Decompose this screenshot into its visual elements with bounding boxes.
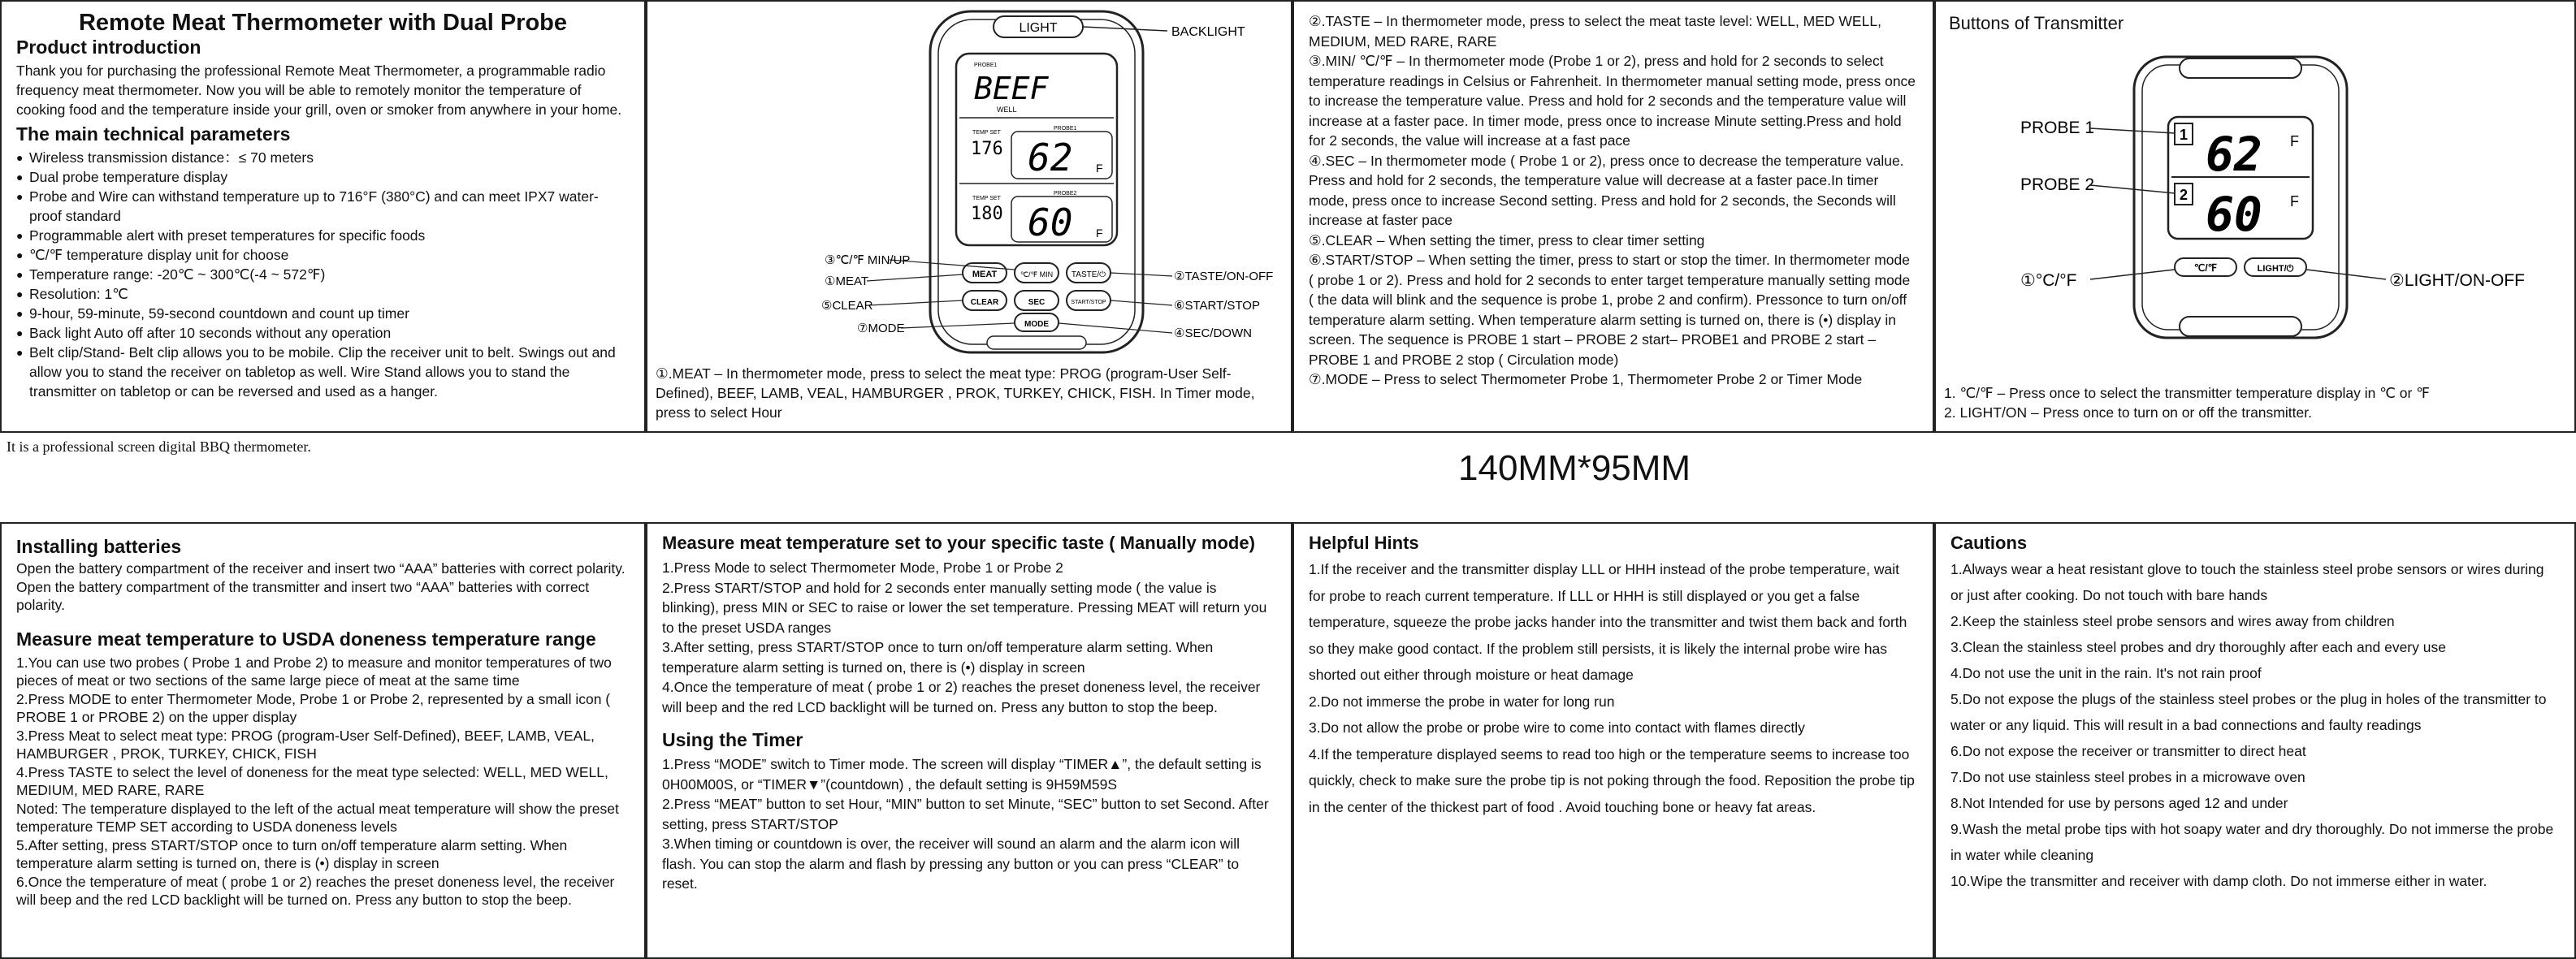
tx-probe2-unit: F: [2290, 193, 2299, 210]
usda-item: 5.After setting, press START/STOP once to turn on/off temperature alarm setting. When temperature alarm setting is turned on, there is (•) display in screen: [16, 836, 568, 871]
usda-heading: Measure meat temperature to USDA doneness temperature range: [16, 628, 596, 650]
buttons-desc-panel: [1292, 0, 1934, 433]
callout-meat: ①MEAT: [825, 274, 869, 288]
tx-probe2-callout: PROBE 2: [2020, 175, 2095, 194]
callout-start: ⑥START/STOP: [1174, 299, 1260, 313]
transmitter-diagram: [1936, 42, 2576, 367]
hint-item: 3.Do not allow the probe or probe wire to come into contact with flames directly: [1309, 719, 1805, 736]
usda-note: Noted: The temperature displayed to the left of the actual meat temperature will show the preset temperature TEMP SET according to USDA doneness levels: [16, 800, 619, 835]
temp-set-label-1: TEMP SET: [972, 130, 1001, 136]
temp-set-label-2: TEMP SET: [972, 196, 1001, 201]
caution-item: 5.Do not expose the plugs of the stainless steel probes or the plug in holes of the transmitter to water or any liquid. This will result in a bad connections and faulty readings: [1950, 691, 2547, 733]
receiver-diagram: [647, 2, 1292, 359]
timer-heading: Using the Timer: [662, 729, 803, 750]
light-label: LIGHT: [1019, 21, 1058, 35]
caution-item: 4.Do not use the unit in the rain. It's not rain proof: [1950, 665, 2262, 681]
manual-item: 1.Press Mode to select Thermometer Mode, Probe 1 or Probe 2: [662, 559, 1063, 576]
transmitter-panel: [1934, 0, 2576, 433]
taste-button-label: TASTE/⏻: [1071, 270, 1106, 279]
param-item: ● Belt clip/Stand- Belt clip allows you to be mobile. Clip the receiver unit to belt. Swings out and allow you to stand the receiver on tabletop as well. Wire Stand allows you to stand the transmitter on tabletop or can be reversed and used as a hanger.: [16, 343, 630, 401]
cautions-heading: Cautions: [1950, 533, 2028, 553]
caution-item: 8.Not Intended for use by persons aged 12 and under: [1950, 795, 2288, 811]
probe1-tag: PROBE1: [974, 63, 998, 68]
params-list: [16, 148, 630, 401]
page-note: It is a professional screen digital BBQ thermometer.: [6, 438, 311, 455]
probe2-set-value: 180: [971, 204, 1003, 224]
callout-cf: ③℃/℉ MIN/UP: [825, 253, 911, 267]
desc-min: ③.MIN/ ℃/℉ – In thermometer mode (Probe 1 or 2), press and hold for 2 seconds to select temperature readings in Celsius or Fahrenheit. In thermometer manual setting mode, press once to increase the temperature value. Press and hold for 2 seconds and the temperature value will increase at a faster pace. In timer mode, press once to increase Minute setting.Press and hold for 2 seconds, the value will increase at a fast pace: [1309, 53, 1916, 149]
param-item: ● Probe and Wire can withstand temperature up to 716°F (380°C) and can meet IPX7 water-proof standard: [16, 187, 630, 226]
caution-item: 6.Do not expose the receiver or transmitter to direct heat: [1950, 743, 2306, 759]
product-intro-heading: Product introduction: [16, 37, 201, 58]
desc-taste: ②.TASTE – In thermometer mode, press to select the meat taste level: WELL, MED WELL, MEDIUM, MED RARE, RARE: [1309, 13, 1881, 50]
callout-clear: ⑤CLEAR: [821, 299, 873, 313]
tx-probe1-unit: F: [2290, 133, 2299, 149]
probe1-tag-2: PROBE1: [1054, 126, 1077, 132]
tx-cf-callout: ①°C/°F: [2020, 271, 2077, 290]
caution-item: 3.Clean the stainless steel probes and dry thoroughly after each and every use: [1950, 639, 2446, 655]
sec-button-label: SEC: [1028, 298, 1046, 307]
probe2-unit: F: [1096, 227, 1103, 240]
params-heading: The main technical parameters: [16, 123, 291, 145]
probe1-unit: F: [1096, 162, 1103, 175]
installing-panel: [0, 522, 646, 959]
usda-item: 3.Press Meat to select meat type: PROG (program-User Self-Defined), BEEF, LAMB, VEAL, HAMBURGER , PROK, TURKEY, CHICK, FISH: [16, 727, 595, 762]
receiver-panel: [646, 0, 1292, 433]
tx-note-1: 1. ℃/℉ – Press once to select the transmitter temperature display in ℃ or ℉: [1944, 385, 2430, 401]
param-item: ● Programmable alert with preset temperatures for specific foods: [16, 226, 630, 245]
doc-title: Remote Meat Thermometer with Dual Probe: [78, 10, 568, 36]
tx-note-2: 2. LIGHT/ON – Press once to turn on or off the transmitter.: [1944, 404, 2312, 421]
usda-item: 4.Press TASTE to select the level of doneness for the meat type selected: WELL, MED WELL, MEDIUM, MED RARE, RARE: [16, 763, 608, 798]
param-item: ● ℃/℉ temperature display unit for choose: [16, 245, 630, 265]
tx-probe1-temp: 62: [2206, 127, 2262, 182]
backlight-callout: BACKLIGHT: [1171, 25, 1245, 39]
probe2-tag: PROBE2: [1054, 191, 1077, 197]
hint-item: 4.If the temperature displayed seems to read too high or the temperature seems to increase too quickly, check to make sure the probe tip is not poking through the food. Reposition the probe tip in the center of the thickest part of food . Avoid touching bone or heavy fat areas.: [1309, 745, 1915, 815]
caution-item: 9.Wash the metal probe tips with hot soapy water and dry thoroughly. Do not immerse the probe in water while cleaning: [1950, 821, 2554, 863]
manual-item: 2.Press START/STOP and hold for 2 seconds enter manually setting mode ( the value is blinking), press MIN or SEC to raise or lower the set temperature. Pressing MEAT will return you to the preset USDA ranges: [662, 579, 1267, 636]
desc-start-stop: ⑥.START/STOP – When setting the timer, press to start or stop the timer. In thermometer mode ( probe 1 or 2). Press and hold for 2 seconds to enter target temperature manually setting mode ( the data will blink and the sequence is probe 1, probe 2 and confirm). Pressonce to turn on/off temperature alarm setting. When temperature alarm setting is turned on, there is (•) display in screen. The sequence is PROBE 1 start – PROBE 2 start– PROBE1 and PROBE 2 start – PROBE 1 and PROBE 2 stop ( Circulation mode): [1309, 252, 1911, 368]
usda-item: 1.You can use two probes ( Probe 1 and Probe 2) to measure and monitor temperatures of two pieces of meat or two sections of the same large piece of meat at the same time: [16, 654, 612, 689]
meat-caption: [656, 364, 1286, 422]
tx-notes: [1944, 383, 2430, 422]
callout-taste: ②TASTE/ON-OFF: [1174, 270, 1274, 283]
tx-light-button-label: LIGHT/⏻: [2257, 264, 2294, 274]
callout-sec: ④SEC/DOWN: [1174, 326, 1252, 340]
manual-heading: Measure meat temperature set to your specific taste ( Manually mode): [662, 533, 1255, 553]
tx-light-callout: ②LIGHT/ON-OFF: [2389, 271, 2525, 290]
taste-readout: WELL: [997, 106, 1017, 114]
timer-item: 3.When timing or countdown is over, the receiver will sound an alarm and the alarm icon will flash. You can stop the alarm and flash by pressing any button or you can press “CLEAR” to reset.: [662, 836, 1240, 892]
manual-item: 4.Once the temperature of meat ( probe 1 or 2) reaches the preset doneness level, the receiver will beep and the red LCD backlight will be turned on. Press any button to stop the beep.: [662, 679, 1261, 715]
cautions-panel: [1934, 522, 2576, 959]
intro-panel: [0, 0, 646, 433]
caution-item: 10.Wipe the transmitter and receiver with damp cloth. Do not immerse either in water.: [1950, 873, 2487, 889]
clear-button-label: CLEAR: [970, 298, 999, 307]
callout-mode: ⑦MODE: [857, 322, 905, 335]
tx-probe1-callout: PROBE 1: [2020, 119, 2095, 137]
meat-caption-text: ①.MEAT – In thermometer mode, press to select the meat type: PROG (program-User Self-Defined), BEEF, LAMB, VEAL, HAMBURGER , PROK, TURKEY, CHICK, FISH. In Timer mode, press to select Hour: [656, 365, 1255, 421]
hints-heading: Helpful Hints: [1309, 533, 1419, 553]
usda-item: 6.Once the temperature of meat ( probe 1 or 2) reaches the preset doneness level, the receiver will beep and the red LCD backlight will be turned on. Press any button to stop the beep.: [16, 873, 615, 908]
desc-clear: ⑤.CLEAR – When setting the timer, press to clear timer setting: [1309, 231, 1705, 248]
dimensions-label: 140MM*95MM: [1458, 448, 1691, 488]
desc-mode: ⑦.MODE – Press to select Thermometer Probe 1, Thermometer Probe 2 or Timer Mode: [1309, 371, 1863, 387]
probe1-set-value: 176: [971, 139, 1003, 159]
tx-cf-button-label: ℃/℉: [2193, 262, 2218, 274]
meat-readout: BEEF: [974, 71, 1049, 106]
installing-text: Open the battery compartment of the receiver and insert two “AAA” batteries with correct polarity. Open the battery compartment of the transmitter and insert two “AAA” batteries with correct polarity.: [16, 560, 626, 613]
manual-panel: [646, 522, 1292, 959]
caution-item: 1.Always wear a heat resistant glove to touch the stainless steel probe sensors or wires during or just after cooking. Do not touch with bare hands: [1950, 561, 2544, 603]
caution-item: 2.Keep the stainless steel probe sensors and wires away from children: [1950, 613, 2395, 629]
param-item: ● Resolution: 1℃: [16, 284, 630, 304]
mode-button-label: MODE: [1024, 320, 1049, 329]
hint-item: 2.Do not immerse the probe in water for long run: [1309, 693, 1615, 710]
usda-item: 2.Press MODE to enter Thermometer Mode, Probe 1 or Probe 2, represented by a small icon ( PROBE 1 or PROBE 2) on the upper display: [16, 690, 611, 725]
param-item: ● Dual probe temperature display: [16, 167, 630, 187]
product-intro-text: Thank you for purchasing the professional Remote Meat Thermometer, a programmable radio frequency meat thermometer. Now you will be able to remotely monitor the temperature of cooking food and the temperature inside your grill, oven or smoker from anywhere in your home.: [16, 63, 622, 118]
manual-item: 3.After setting, press START/STOP once to turn on/off temperature alarm setting. When temperature alarm setting is turned on, there is (•) display in screen: [662, 639, 1214, 676]
probe2-temp: 60: [1028, 201, 1073, 244]
caution-item: 7.Do not use stainless steel probes in a microwave oven: [1950, 769, 2305, 785]
tx-probe2-temp: 60: [2206, 187, 2262, 242]
timer-item: 1.Press “MODE” switch to Timer mode. The screen will display “TIMER▲”, the default setting is 0H00M00S, or “TIMER▼”(countdown) , the default setting is 9H59M59S: [662, 756, 1262, 793]
param-item: ● Wireless transmission distance：≤ 70 meters: [16, 148, 630, 167]
param-item: ● Temperature range: -20℃ ~ 300℃(-4 ~ 572℉): [16, 265, 630, 284]
param-item: ● Back light Auto off after 10 seconds without any operation: [16, 323, 630, 343]
probe2-num: 2: [2179, 187, 2189, 203]
desc-sec: ④.SEC – In thermometer mode ( Probe 1 or 2), press once to decrease the temperature value. Press and hold for 2 seconds, the temperature value will decrease at a faster pace.In timer mode, press once to increase Second setting. Press and hold for 2 seconds, the Seconds will increase at faster pace: [1309, 152, 1904, 228]
probe1-num: 1: [2179, 127, 2189, 143]
param-item: ● 9-hour, 59-minute, 59-second countdown and count up timer: [16, 304, 630, 323]
hint-item: 1.If the receiver and the transmitter display LLL or HHH instead of the probe temperature, wait for probe to reach current temperature. If LLL or HHH is still displayed or you get a false temperature, squeeze the probe jacks hander into the transmitter and twist them back and forth so they make good contact. If the problem still persists, it is likely the internal probe wire has shorted out either through moisture or heat damage: [1309, 561, 1907, 683]
meat-button-label: MEAT: [972, 270, 998, 279]
hints-panel: [1292, 522, 1934, 959]
cf-min-button-label: ℃/℉ MIN: [1020, 270, 1054, 279]
start-stop-button-label: START/STOP: [1071, 300, 1106, 305]
probe1-temp: 62: [1028, 136, 1073, 179]
installing-heading: Installing batteries: [16, 536, 182, 557]
timer-item: 2.Press “MEAT” button to set Hour, “MIN” button to set Minute, “SEC” button to set Second. After setting, press START/STOP: [662, 796, 1269, 832]
transmitter-heading: Buttons of Transmitter: [1949, 13, 2124, 33]
